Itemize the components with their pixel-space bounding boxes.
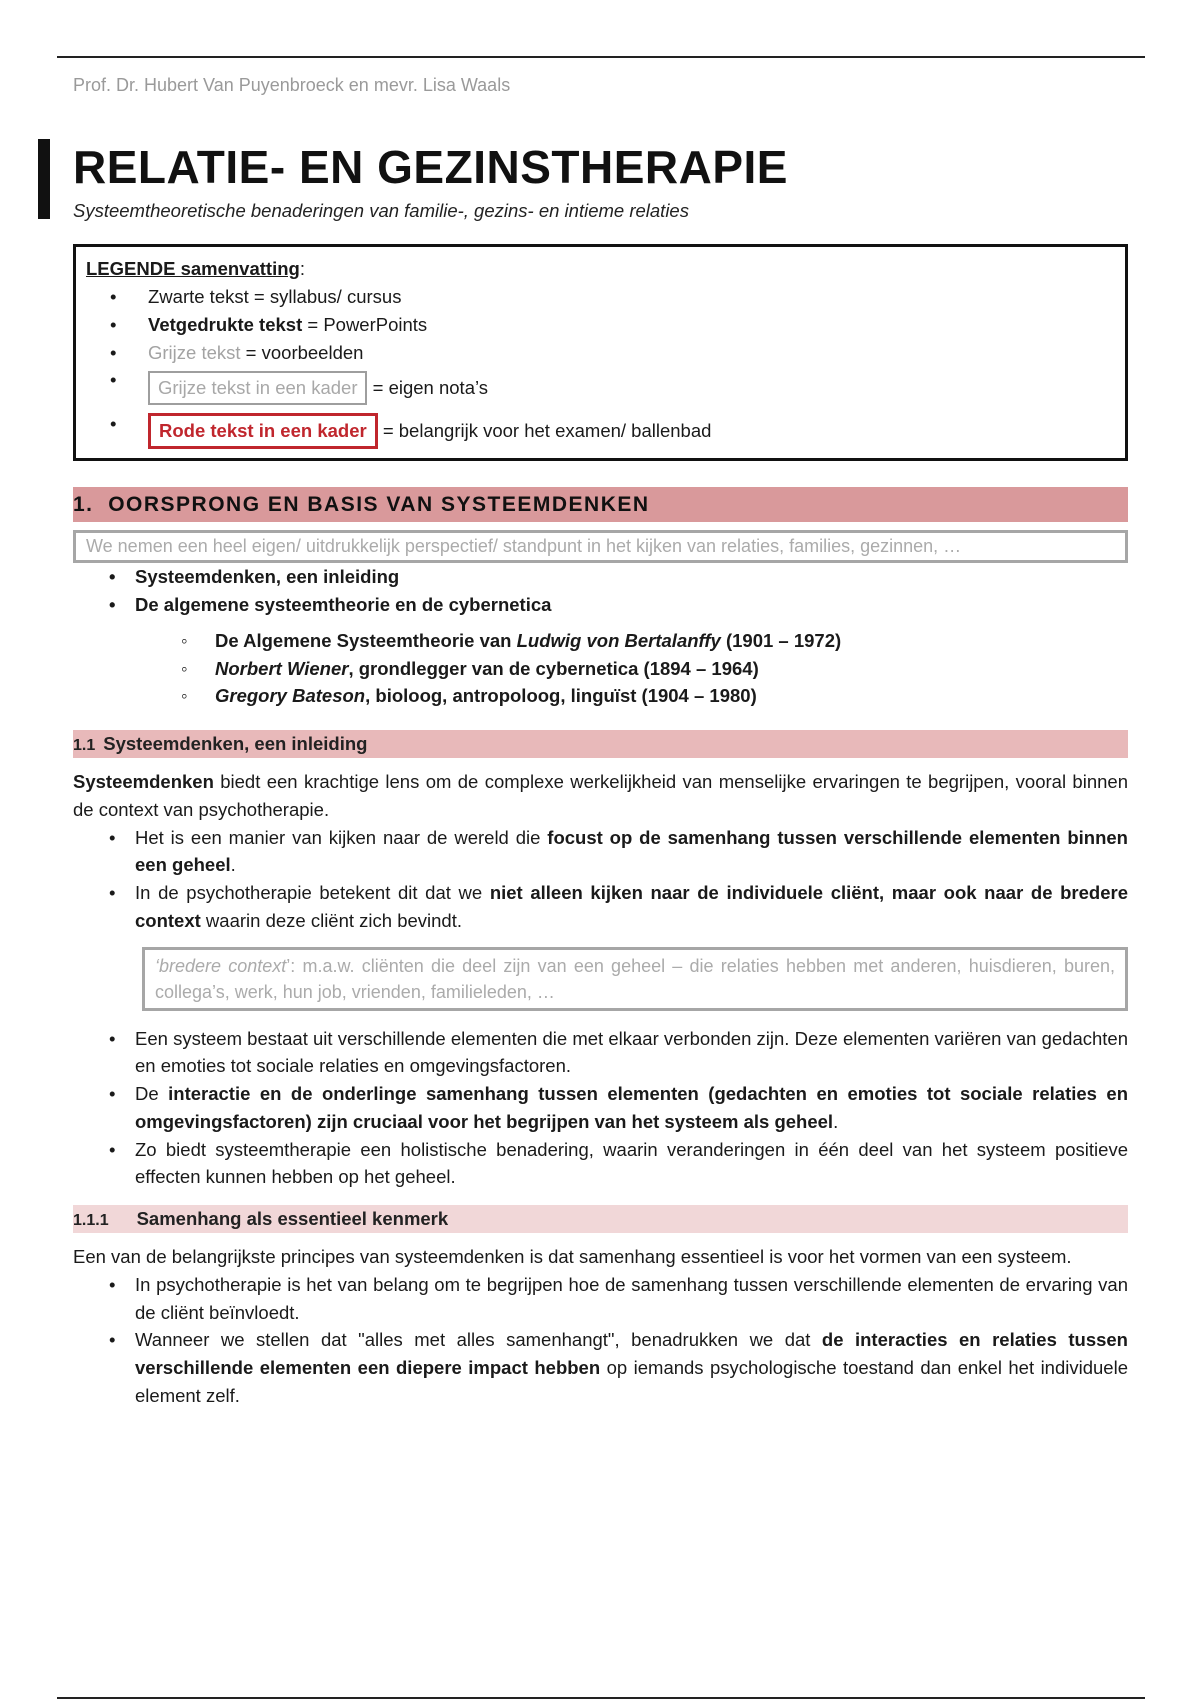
legend-meaning: = voorbeelden xyxy=(240,341,364,363)
list-item: • Zo biedt systeemtherapie een holistische benadering, waarin veranderingen in één deel van het systeem positieve effecten kunnen hebben op het geheel. xyxy=(73,1136,1128,1192)
bold-text: focust op de samenhang tussen verschillende elementen binnen een geheel xyxy=(135,826,1128,876)
legend-item xyxy=(86,311,1115,339)
section-1-heading xyxy=(73,487,1128,523)
text: Wanneer we stellen dat "alles met alles samenhangt", benadrukken we dat xyxy=(135,1329,822,1351)
section-1-1-heading xyxy=(73,730,1128,758)
section-title: OORSPRONG EN BASIS VAN SYSTEEMDENKEN xyxy=(108,492,650,516)
document-page xyxy=(73,72,1128,1410)
legend-item xyxy=(86,283,1115,311)
author-line: Prof. Dr. Hubert Van Puyenbroeck en mevr. Lisa Waals xyxy=(73,75,511,95)
legend-meaning: = belangrijk voor het examen/ ballenbad xyxy=(377,420,712,441)
text: In de psychotherapie betekent dit dat we xyxy=(135,882,490,903)
topic-list xyxy=(73,563,1128,619)
text: op iemands psychologische toestand dan enkel het individuele element zelf. xyxy=(135,1357,1128,1406)
text: . xyxy=(230,854,236,876)
section-number: 1.1.1 xyxy=(73,1212,109,1230)
bold-text: niet alleen kijken naar de individuele cliënt, maar ook naar de bredere context xyxy=(135,882,1128,931)
own-note-box: We nemen een heel eigen/ uitdrukkelijk perspectief/ standpunt in het kijken van relaties, families, gezinnen, … xyxy=(73,530,1128,563)
list-item xyxy=(73,879,1128,935)
legend-meaning: = eigen nota’s xyxy=(367,377,489,399)
subtopic-text: , bioloog, antropoloog, linguïst (1904 – 1980) xyxy=(365,685,757,707)
top-rule xyxy=(57,56,1145,58)
legend-item xyxy=(86,410,1115,452)
title-block xyxy=(73,139,1128,224)
legend-key-red-box: Rode tekst in een kader xyxy=(148,413,378,449)
text: waarin deze cliënt zich bevindt. xyxy=(200,909,462,931)
legend-key-grey-box: Grijze tekst in een kader xyxy=(148,371,367,405)
list-item xyxy=(73,1326,1128,1409)
subtopic-name: Norbert Wiener xyxy=(215,657,349,679)
bullet-list xyxy=(73,824,1128,935)
legend-key: Zwarte tekst xyxy=(148,286,249,307)
section-1-1-1-heading xyxy=(73,1205,1128,1233)
text: De xyxy=(135,1083,169,1105)
legend-list xyxy=(86,283,1115,452)
legend-item xyxy=(86,339,1115,367)
legend-colon: : xyxy=(299,258,305,280)
text: Het is een manier van kijken naar de wereld die xyxy=(135,826,548,848)
legend-key: Vetgedrukte tekst xyxy=(148,313,303,335)
list-item xyxy=(73,627,1128,655)
legend-key: Grijze tekst xyxy=(148,341,241,363)
list-item: • De algemene systeemtheorie en de cybernetica xyxy=(73,591,1128,619)
section-number: 1. xyxy=(73,492,94,516)
legend-title: LEGENDE samenvatting xyxy=(86,258,300,280)
bullet-list xyxy=(73,1271,1128,1410)
legend-box xyxy=(73,244,1128,461)
legend-meaning: = PowerPoints xyxy=(302,313,428,335)
title-accent-bar xyxy=(38,139,50,219)
own-note-box xyxy=(142,947,1128,1011)
note-italic: ‘bredere context xyxy=(155,955,287,976)
bullet-list xyxy=(73,1025,1128,1192)
bottom-rule xyxy=(57,1697,1145,1699)
subtopic-list xyxy=(73,627,1128,710)
list-item xyxy=(73,824,1128,880)
text: . xyxy=(833,1110,839,1132)
paragraph xyxy=(73,768,1128,824)
subtopic-text: De Algemene Systeemtheorie van xyxy=(215,629,517,651)
subtopic-name: Gregory Bateson xyxy=(215,685,366,707)
list-item: • Een systeem bestaat uit verschillende elementen die met elkaar verbonden zijn. Deze elementen variëren van gedachten en emoties tot sociale relaties en omgevingsfactoren. xyxy=(73,1025,1128,1081)
bold-text: interactie en de onderlinge samenhang tussen elementen (gedachten en emoties tot sociale relaties en omgevingsfactoren) zijn cruciaal voor het begrijpen van het systeem als geheel xyxy=(135,1083,1128,1132)
paragraph-text: biedt een krachtige lens om de complexe werkelijkheid van menselijke ervaringen te begrijpen, vooral binnen de context van psychotherapie. xyxy=(73,771,1128,820)
document-title: RELATIE- EN GEZINSTHERAPIE xyxy=(73,141,788,193)
bold-text: de interacties en relaties tussen verschillende elementen een diepere impact hebben xyxy=(135,1329,1128,1379)
list-item: • Systeemdenken, een inleiding xyxy=(73,563,1128,591)
note-text: ’: m.a.w. cliënten die deel zijn van een geheel – die relaties hebben met anderen, huisdieren, buren, collega’s, werk, hun job, vrienden, familieleden, … xyxy=(155,955,1115,1002)
section-title: Samenhang als essentieel kenmerk xyxy=(136,1208,449,1230)
list-item xyxy=(73,655,1128,683)
section-title: Systeemdenken, een inleiding xyxy=(103,733,368,754)
bold-term: Systeemdenken xyxy=(73,771,214,792)
legend-item xyxy=(86,366,1115,410)
list-item: • In psychotherapie is het van belang om te begrijpen hoe de samenhang tussen verschillende elementen de ervaring van de cliënt beïnvloedt. xyxy=(73,1271,1128,1327)
list-item xyxy=(73,682,1128,710)
section-number: 1.1 xyxy=(73,737,96,754)
list-item xyxy=(73,1080,1128,1136)
subtopic-name: Ludwig von Bertalanffy xyxy=(516,629,721,651)
subtopic-text: (1901 – 1972) xyxy=(720,629,842,651)
legend-heading xyxy=(86,255,1115,283)
paragraph: Een van de belangrijkste principes van systeemdenken is dat samenhang essentieel is voor het vormen van een systeem. xyxy=(73,1246,1072,1268)
document-subtitle: Systeemtheoretische benaderingen van familie-, gezins- en intieme relaties xyxy=(73,199,689,221)
subtopic-text: , grondlegger van de cybernetica (1894 – 1964) xyxy=(348,657,759,679)
legend-meaning: = syllabus/ cursus xyxy=(248,286,402,307)
